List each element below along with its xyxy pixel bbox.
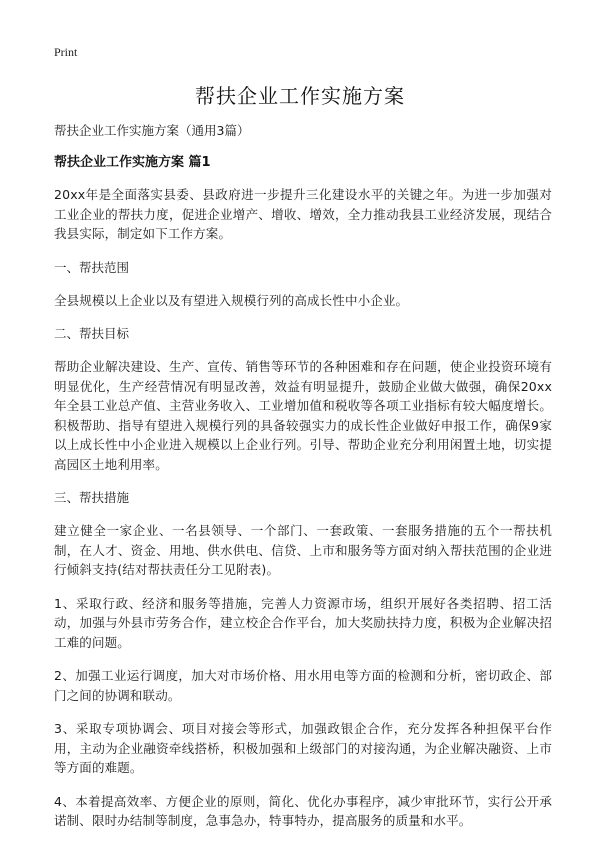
intro-paragraph: 20xx年是全面落实县委、县政府进一步提升三化建设水平的关键之年。为进一步加强对工业企业的帮扶力度，促进企业增产、增收、增效，全力推动我县工业经济发展，现结合我县实际，制定如下工作方案。	[54, 187, 552, 241]
heading-measures: 三、帮扶措施	[54, 490, 130, 505]
heading-goal: 二、帮扶目标	[54, 326, 130, 341]
measure-item-2: 2、加强工业运行调度，加大对市场价格、用水用电等方面的检测和分析，密切政企、部门之间的协调和联动。	[54, 668, 552, 703]
document-body	[54, 122, 552, 845]
page-title: 帮扶企业工作实施方案	[195, 84, 405, 108]
scope-paragraph: 全县规模以上企业以及有望进入规模行列的高成长性中小企业。	[54, 292, 409, 308]
goal-paragraph: 帮助企业解决建设、生产、宣传、销售等环节的各种困难和存在问题，使企业投资环境有明显优化，生产经营情况有明显改善，效益有明显提升，鼓励企业做大做强，确保20xx年全县工业总产值、主营业务收入、工业增加值和税收等各项工业指标有较大幅度增长。积极帮助、指导有望进入规模行列的具备较强实力的成长性企业做好申报工作，确保9家以上成长性中小企业进入规模以上企业行列。引导、帮助企业充分利用闲置土地，切实提高园区土地利用率。	[54, 359, 552, 472]
print-link[interactable]: Print	[54, 45, 78, 59]
measure-item-1: 1、采取行政、经济和服务等措施，完善人力资源市场，组织开展好各类招聘、招工活动，加强与外县市劳务合作，建立校企合作平台，加大奖励扶持力度，积极为企业解决招工难的问题。	[54, 595, 552, 650]
measures-intro-paragraph: 建立健全一家企业、一名县领导、一个部门、一套政策、一套服务措施的五个一帮扶机制，在人才、资金、用地、供水供电、信贷、上市和服务等方面对纳入帮扶范围的企业进行倾斜支持(结对帮扶责任分工见附表)。	[54, 523, 552, 577]
measure-item-4: 4、本着提高效率、方便企业的原则，简化、优化办事程序，减少审批环节，实行公开承诺制、限时办结制等制度，急事急办，特事特办，提高服务的质量和水平。	[54, 793, 552, 828]
document-subtitle: 帮扶企业工作实施方案（通用3篇）	[54, 123, 250, 138]
measure-item-3: 3、采取专项协调会、项目对接会等形式，加强政银企合作，充分发挥各种担保平台作用，主动为企业融资牵线搭桥，积极加强和上级部门的对接沟通，为企业解决融资、上市等方面的难题。	[54, 721, 552, 775]
heading-scope: 一、帮扶范围	[54, 259, 130, 275]
section-title: 帮扶企业工作实施方案 篇1	[54, 155, 211, 170]
